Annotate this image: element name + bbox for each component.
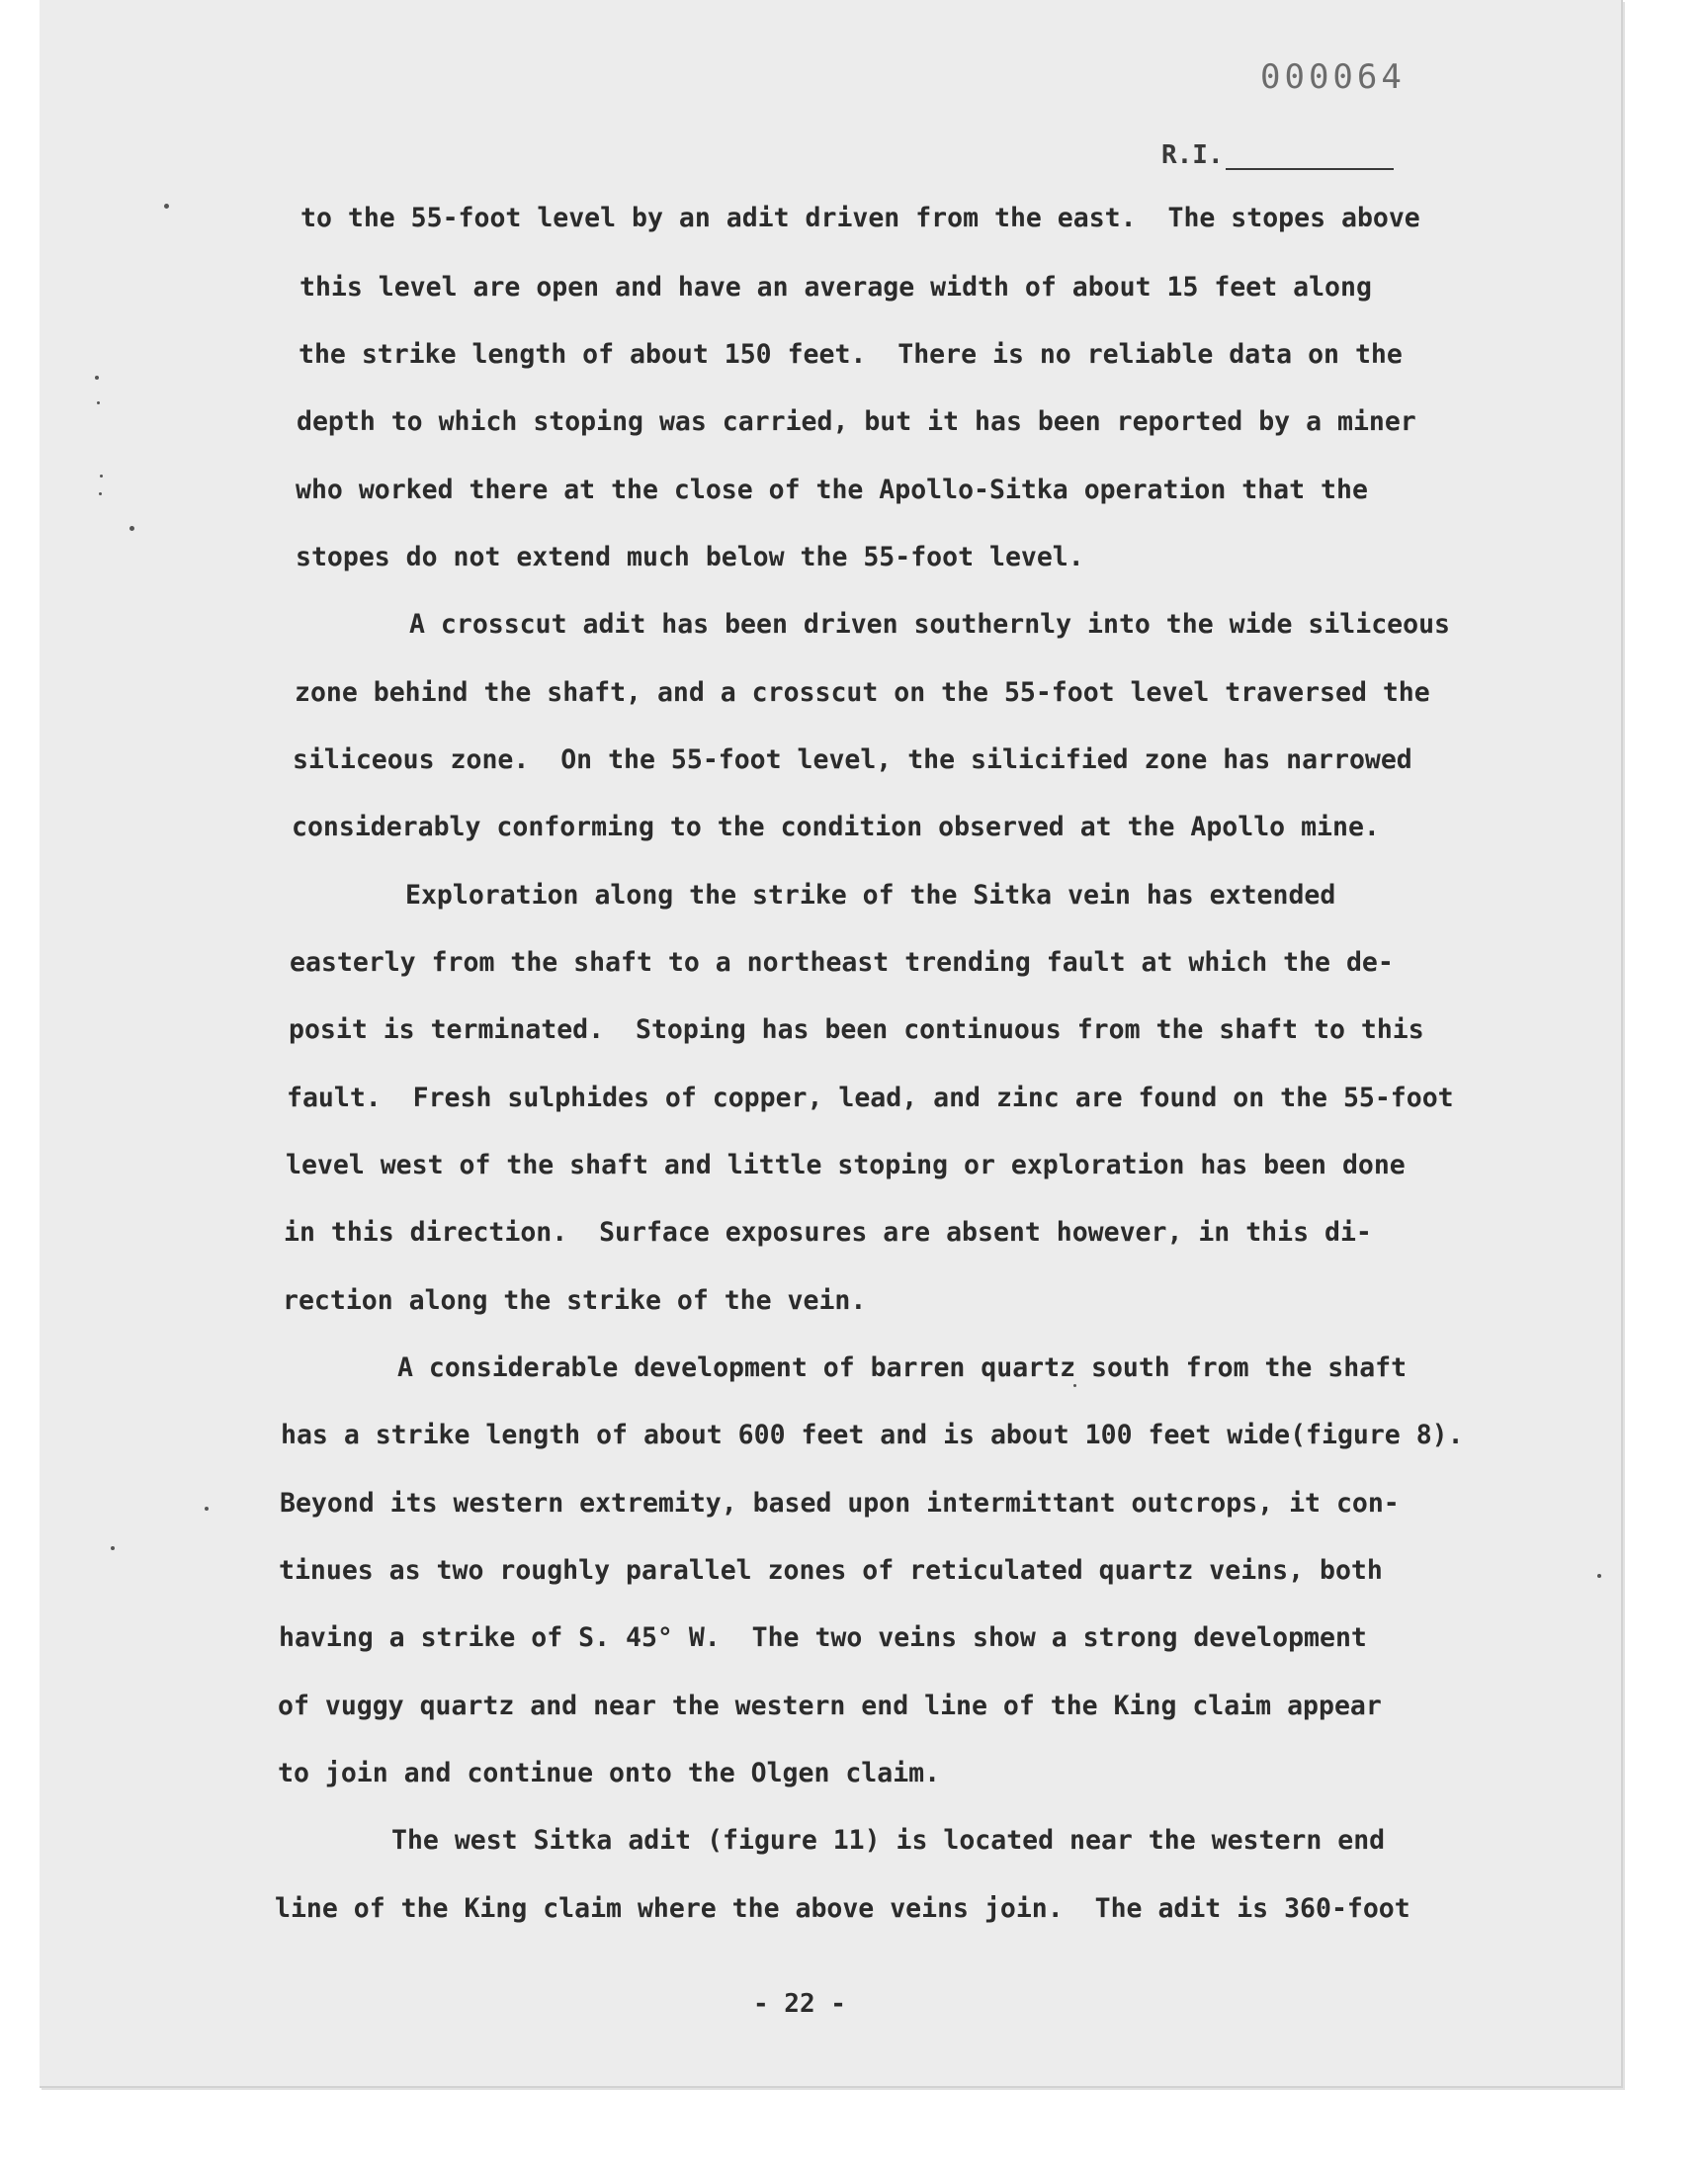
body-line: considerably conforming to the condition observed at the Apollo mine. bbox=[292, 812, 1380, 842]
ri-field bbox=[1161, 140, 1394, 170]
scan-speck bbox=[100, 475, 103, 478]
scan-speck bbox=[164, 204, 169, 209]
scan-speck bbox=[1073, 1384, 1076, 1387]
ri-label: R.I. bbox=[1161, 140, 1224, 170]
body-line: siliceous zone. On the 55-foot level, the silicified zone has narrowed bbox=[293, 744, 1412, 775]
body-line: rection along the strike of the vein. bbox=[283, 1285, 867, 1316]
body-line: Exploration along the strike of the Sitka vein has extended bbox=[405, 880, 1336, 911]
body-line: A crosscut adit has been driven southernly into the wide siliceous bbox=[409, 609, 1450, 640]
scan-speck bbox=[95, 376, 99, 380]
scan-speck bbox=[129, 526, 134, 531]
body-line: easterly from the shaft to a northeast trending fault at which the de- bbox=[290, 947, 1394, 978]
body-line: line of the King claim where the above veins join. The adit is 360-foot bbox=[275, 1893, 1410, 1924]
body-line: this level are open and have an average width of about 15 feet along bbox=[299, 272, 1372, 303]
document-number-stamp: 000064 bbox=[1260, 57, 1406, 97]
scan-speck bbox=[97, 401, 100, 404]
body-line: depth to which stoping was carried, but it has been reported by a miner bbox=[297, 406, 1416, 437]
scan-speck bbox=[1597, 1574, 1601, 1578]
body-line: stopes do not extend much below the 55-foot level. bbox=[296, 542, 1084, 572]
body-line: of vuggy quartz and near the western end line of the King claim appear bbox=[278, 1691, 1382, 1721]
ri-blank-line bbox=[1226, 142, 1394, 170]
body-line: has a strike length of about 600 feet and is about 100 feet wide(figure 8). bbox=[281, 1420, 1464, 1450]
body-line: who worked there at the close of the Apollo-Sitka operation that the bbox=[296, 475, 1368, 505]
body-line: tinues as two roughly parallel zones of reticulated quartz veins, both bbox=[279, 1555, 1383, 1586]
body-line: having a strike of S. 45° W. The two veins show a strong development bbox=[279, 1622, 1367, 1653]
body-line: The west Sitka adit (figure 11) is located near the western end bbox=[391, 1825, 1386, 1856]
body-line: Beyond its western extremity, based upon intermittant outcrops, it con- bbox=[280, 1488, 1400, 1519]
body-line: to the 55-foot level by an adit driven from the east. The stopes above bbox=[300, 203, 1420, 233]
body-line: fault. Fresh sulphides of copper, lead, and zinc are found on the 55-foot bbox=[287, 1083, 1454, 1113]
body-line: to join and continue onto the Olgen claim. bbox=[278, 1758, 941, 1788]
body-line: posit is terminated. Stoping has been continuous from the shaft to this bbox=[289, 1014, 1424, 1045]
body-line: the strike length of about 150 feet. There is no reliable data on the bbox=[299, 339, 1403, 370]
scan-speck bbox=[111, 1546, 115, 1550]
page-number: - 22 - bbox=[753, 1989, 846, 2019]
body-line: A considerable development of barren quartz south from the shaft bbox=[397, 1352, 1408, 1383]
scan-speck bbox=[205, 1507, 209, 1511]
body-line: level west of the shaft and little stoping or exploration has been done bbox=[286, 1150, 1406, 1180]
scan-speck bbox=[99, 492, 102, 495]
body-line: zone behind the shaft, and a crosscut on the 55-foot level traversed the bbox=[295, 677, 1430, 708]
body-line: in this direction. Surface exposures are absent however, in this di- bbox=[284, 1217, 1372, 1248]
